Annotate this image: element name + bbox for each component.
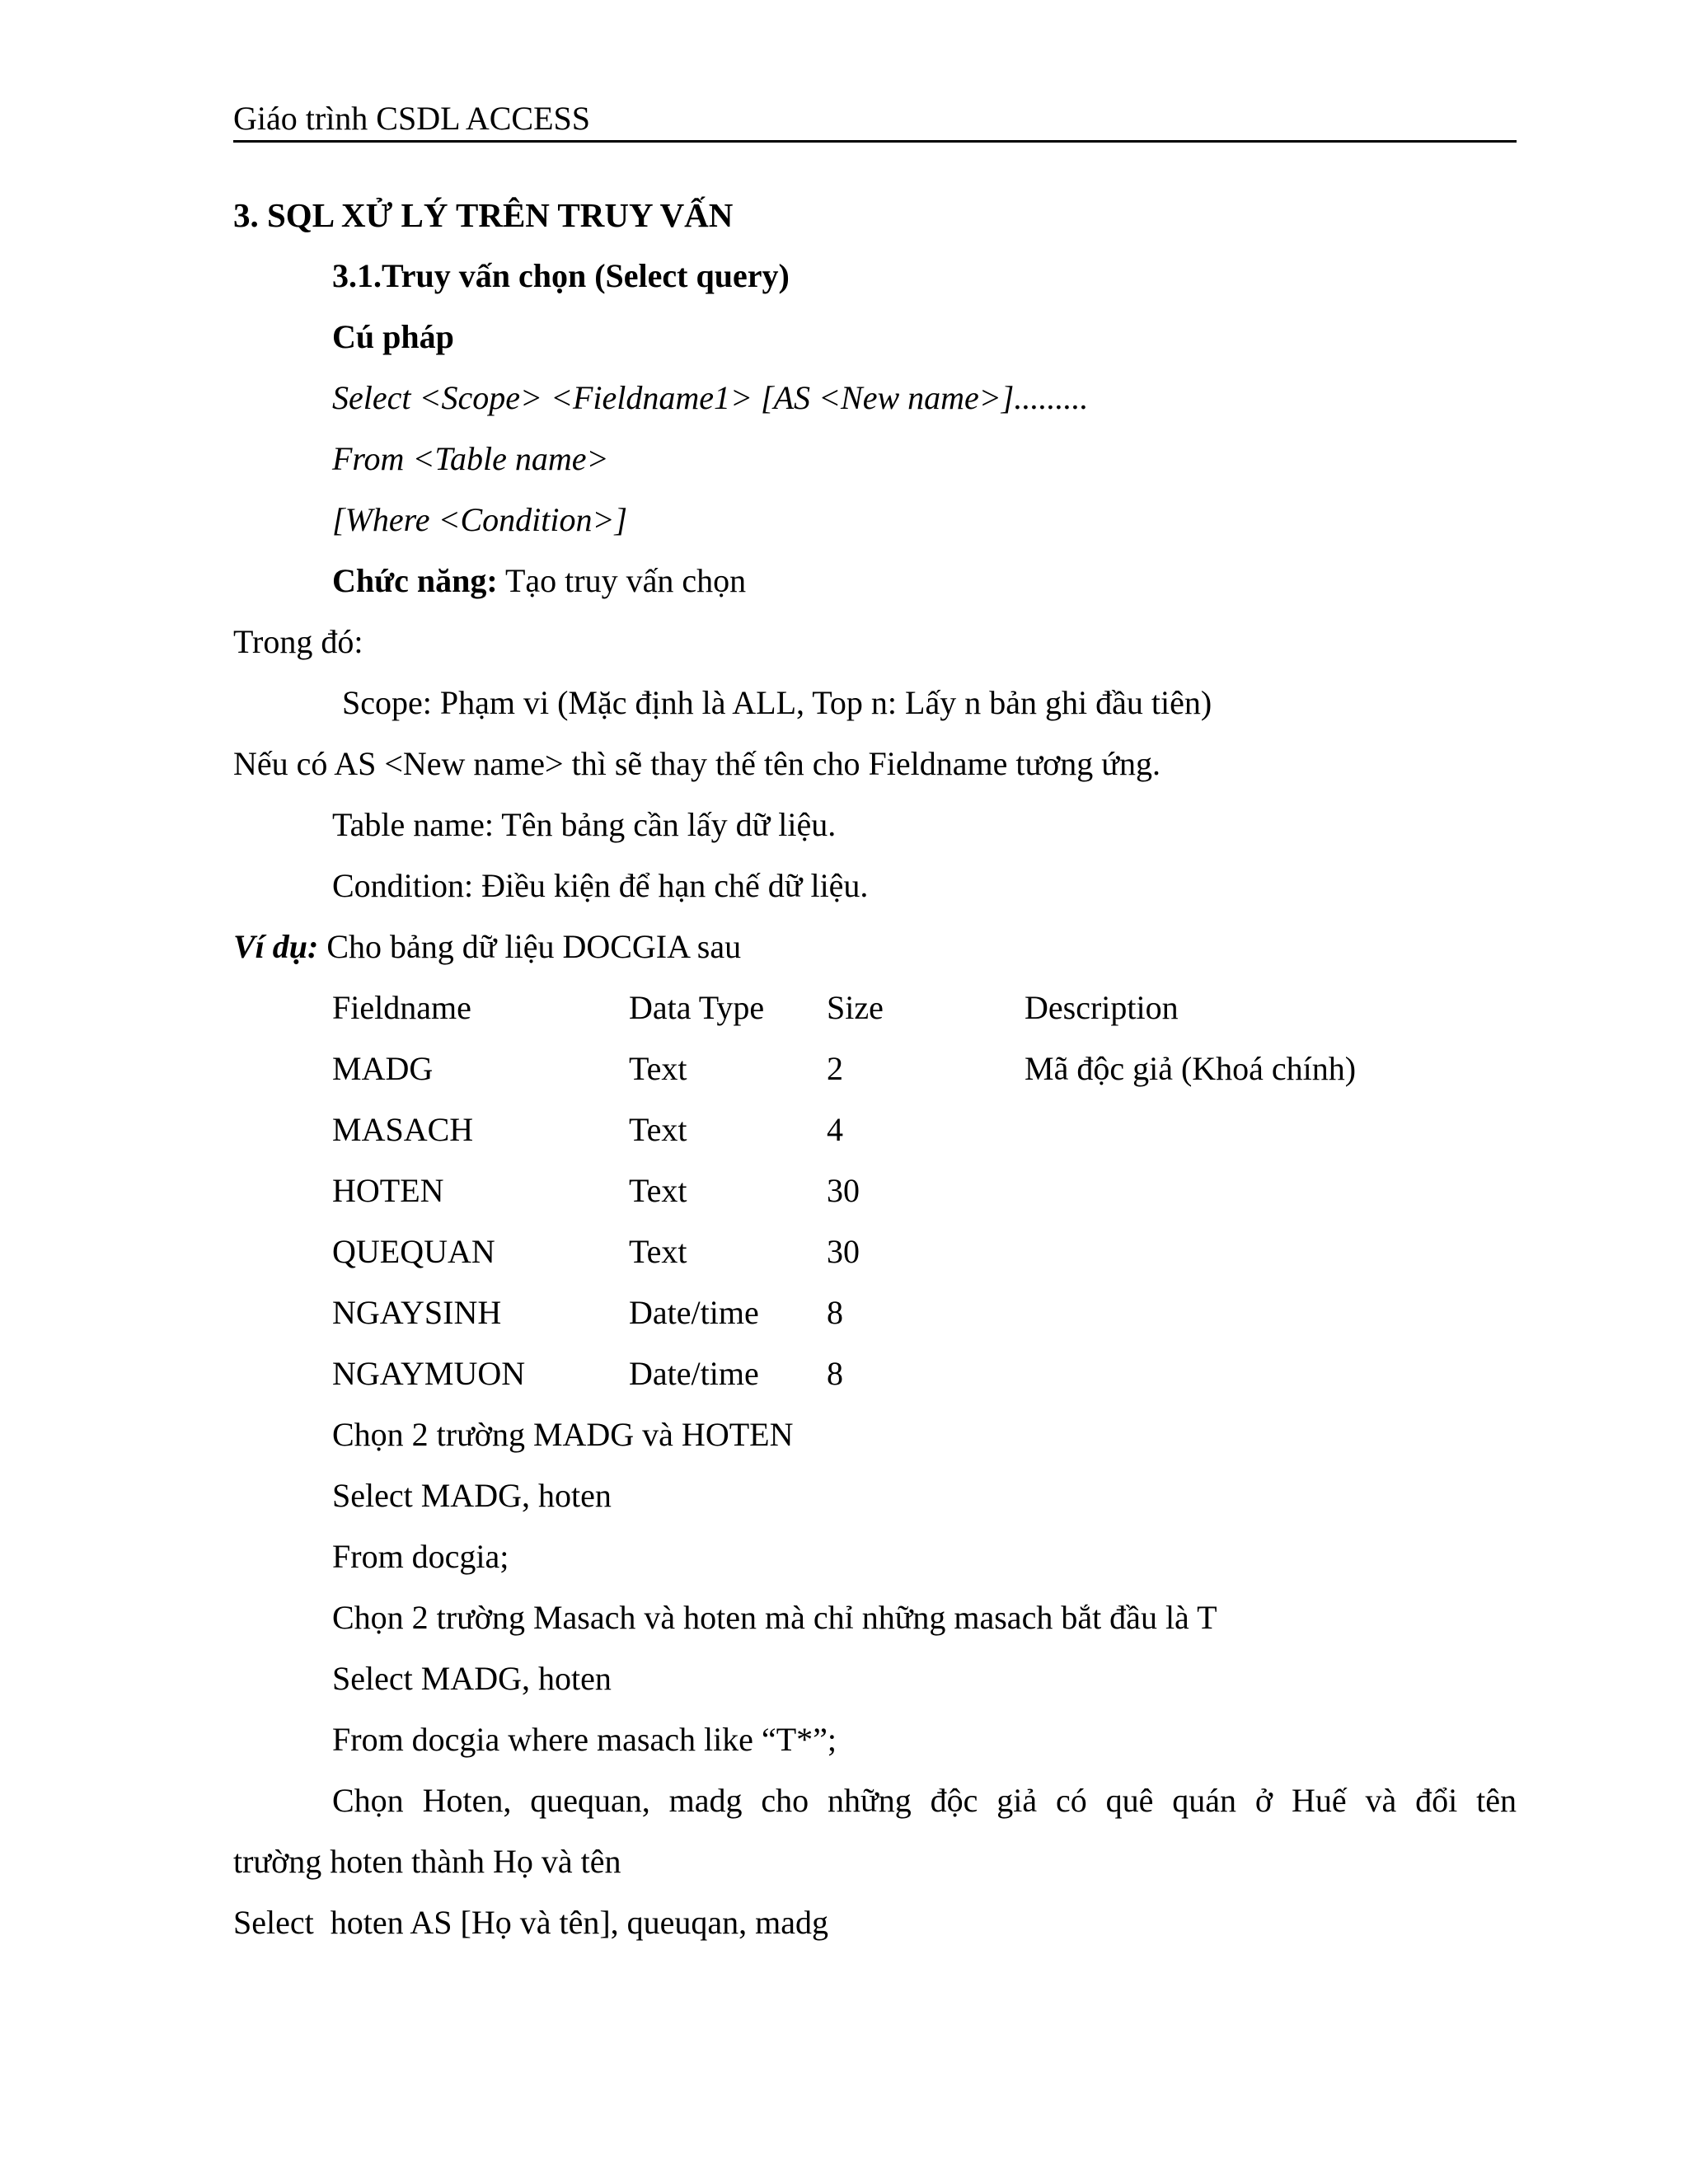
table-cell: HOTEN	[332, 1172, 444, 1209]
function-line	[332, 560, 746, 602]
syntax-line-from: From <Table name>	[332, 440, 609, 477]
example-line	[233, 926, 741, 968]
table-cell: Mã độc giả (Khoá chính)	[1025, 1050, 1357, 1087]
table-cell: 2	[827, 1050, 843, 1087]
table-cell: QUEQUAN	[332, 1233, 495, 1270]
table-cell: Text	[629, 1050, 687, 1087]
example-sql-line: Select MADG, hoten	[332, 1477, 612, 1514]
table-cell: NGAYSINH	[332, 1294, 502, 1331]
table-cell: 8	[827, 1355, 843, 1392]
table-cell: Text	[629, 1172, 687, 1209]
as-description: Nếu có AS <New name> thì sẽ thay thế tên cho Fieldname tương ứng.	[233, 745, 1160, 782]
section-heading: 3. SQL XỬ LÝ TRÊN TRUY VẤN	[233, 196, 734, 234]
function-text: Tạo truy vấn chọn	[497, 562, 747, 599]
scope-description: Scope: Phạm vi (Mặc định là ALL, Top n: Lấy n bản ghi đầu tiên)	[342, 684, 1212, 721]
table-cell: MADG	[332, 1050, 434, 1087]
table-cell: Date/time	[629, 1294, 759, 1331]
subsection-heading: 3.1.Truy vấn chọn (Select query)	[332, 257, 790, 294]
table-cell: Date/time	[629, 1355, 759, 1392]
table-cell: 30	[827, 1233, 860, 1270]
example-label: Ví dụ:	[233, 928, 319, 965]
table-cell: Text	[629, 1233, 687, 1270]
table-name-description: Table name: Tên bảng cần lấy dữ liệu.	[332, 806, 837, 843]
header-cell-size: Size	[827, 989, 884, 1026]
syntax-line-where: [Where <Condition>]	[332, 501, 628, 538]
header-cell-fieldname: Fieldname	[332, 989, 471, 1026]
table-cell: NGAYMUON	[332, 1355, 526, 1392]
table-cell: Text	[629, 1111, 687, 1148]
example-description: Chọn 2 trường Masach và hoten mà chỉ những masach bắt đầu là T	[332, 1599, 1217, 1636]
table-cell: 30	[827, 1172, 860, 1209]
example-description-continued: trường hoten thành Họ và tên	[233, 1843, 621, 1880]
example-description: Chọn 2 trường MADG và HOTEN	[332, 1416, 794, 1453]
table-cell: 4	[827, 1111, 843, 1148]
where-label: Trong đó:	[233, 623, 363, 660]
example-sql-line: Select MADG, hoten	[332, 1660, 612, 1697]
syntax-line-select: Select <Scope> <Fieldname1> [AS <New name>].........	[332, 379, 1089, 416]
table-cell: 8	[827, 1294, 843, 1331]
page-header: Giáo trình CSDL ACCESS	[233, 97, 1517, 143]
example-sql-line: From docgia where masach like “T*”;	[332, 1721, 837, 1758]
header-cell-description: Description	[1025, 989, 1179, 1026]
condition-description: Condition: Điều kiện để hạn chế dữ liệu.	[332, 867, 869, 904]
header-cell-datatype: Data Type	[629, 989, 765, 1026]
example-sql-line: Select hoten AS [Họ và tên], queuqan, madg	[233, 1904, 829, 1941]
example-sql-line: From docgia;	[332, 1538, 509, 1575]
table-cell: MASACH	[332, 1111, 474, 1148]
function-label: Chức năng:	[332, 562, 498, 599]
example-description: Chọn Hoten, quequan, madg cho những độc giả có quê quán ở Huế và đổi tên	[332, 1782, 1517, 1819]
example-text: Cho bảng dữ liệu DOCGIA sau	[318, 928, 742, 965]
syntax-label: Cú pháp	[332, 318, 454, 355]
